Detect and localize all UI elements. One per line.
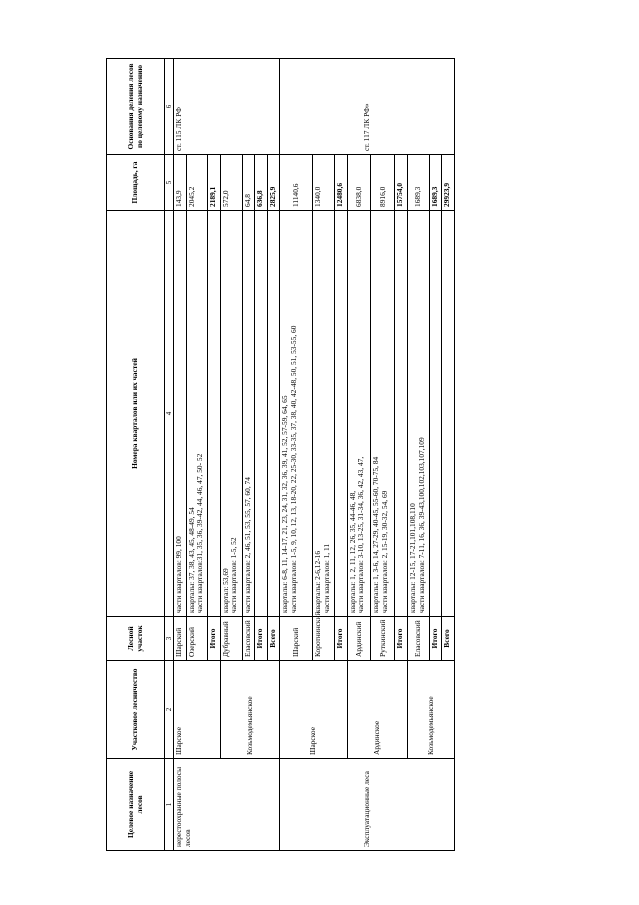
col-num: 1	[165, 759, 174, 851]
subtotal-label: Итого	[395, 617, 408, 661]
area-cell: 1340,0	[313, 155, 335, 211]
area-cell: 636,8	[255, 155, 268, 211]
forest-purpose-table	[106, 58, 455, 851]
forestry-cell: Шарское	[174, 661, 221, 759]
header-forestry: Участковое лесничество	[107, 661, 165, 759]
table-row	[407, 59, 429, 851]
area-cell: 29923,9	[442, 155, 455, 211]
area-cell: 6838,0	[347, 155, 371, 211]
forestry-cell: Козьмодемьянское	[407, 661, 454, 759]
header-quarters: Номера кварталов или их частей	[107, 211, 165, 617]
area-cell: 2189,1	[208, 155, 221, 211]
site-cell: Ардинский	[347, 617, 371, 661]
header-basis: Основания деления лесов по целевому назначению	[107, 59, 165, 155]
basis-cell: ст. 117 ЛК РФ»	[280, 59, 455, 155]
subtotal-label: Итого	[334, 617, 347, 661]
area-cell: 11140,6	[280, 155, 313, 211]
subtotal-label: Итого	[208, 617, 221, 661]
rotated-page	[106, 59, 455, 851]
site-cell: Шарский	[174, 617, 187, 661]
area-cell: 143,9	[174, 155, 187, 211]
area-cell: 15754,0	[395, 155, 408, 211]
site-cell: Дубравный	[220, 617, 242, 661]
area-cell: 572,0	[220, 155, 242, 211]
site-cell: Озерский	[186, 617, 208, 661]
site-cell: Руткинский	[371, 617, 395, 661]
header-row	[107, 59, 165, 851]
quarters-cell: кварталы: 6-8, 11, 14-17, 21, 23, 24, 31, 32, 36, 39, 41, 52, 57-59, 64, 65 части кварталов: 1-5, 9, 10, 12, 13, 18-20, 22, 25-30, 33-35, 37, 38, 40, 42-48, 50, 51, 53-55, 60	[280, 211, 313, 617]
column-number-row	[165, 59, 174, 851]
subtotal-label: Итого	[429, 617, 442, 661]
empty-cell	[429, 211, 442, 617]
quarters-cell: кварталы: 1, 2, 11, 12, 26, 35, 44-46, 48, части кварталов: 3-10, 13-25, 31-34, 36, 42, 43, 47,	[347, 211, 371, 617]
col-num: 5	[165, 155, 174, 211]
site-cell: Еласовский	[242, 617, 255, 661]
empty-cell	[208, 211, 221, 617]
col-num: 2	[165, 661, 174, 759]
forestry-cell: Козьмодемьянское	[220, 661, 279, 759]
empty-cell	[442, 211, 455, 617]
header-purpose: Целевое назначение лесов	[107, 759, 165, 851]
subtotal-label: Итого	[255, 617, 268, 661]
quarters-cell: части кварталов: 99, 100	[174, 211, 187, 617]
empty-cell	[334, 211, 347, 617]
site-cell: Шарский	[280, 617, 313, 661]
quarters-cell: части кварталов: 2, 46, 51, 53, 55, 57, 60, 74	[242, 211, 255, 617]
area-cell: 8916,0	[371, 155, 395, 211]
col-num: 4	[165, 211, 174, 617]
total-label: Всего	[267, 617, 280, 661]
site-cell: Коротнинский	[313, 617, 335, 661]
header-site: Лесной участок	[107, 617, 165, 661]
table-row	[347, 59, 371, 851]
forestry-cell: Ардинское	[347, 661, 407, 759]
quarters-cell: кварталы: 1, 3-6, 14, 27-29, 40-45, 55-60, 70-75, 84 части кварталов: 2, 15-19, 30-32, 54, 69	[371, 211, 395, 617]
quarters-cell: кварталы: 37, 38, 43, 45, 48-49, 54 части кварталов:31, 35, 36, 39-42, 44, 46, 47, 50- 52	[186, 211, 208, 617]
site-cell: Еласовский	[407, 617, 429, 661]
total-label: Всего	[442, 617, 455, 661]
area-cell: 2825,9	[267, 155, 280, 211]
col-num: 6	[165, 59, 174, 155]
header-area: Площадь, га	[107, 155, 165, 211]
forestry-cell: Шарское	[280, 661, 347, 759]
empty-cell	[395, 211, 408, 617]
quarters-cell: кварталы: 12-15, 17-21,101,108,110 части кварталов: 7-11, 16, 36, 39-43,100,102,103,107,109	[407, 211, 429, 617]
purpose-cell: Эксплуатационные леса	[280, 759, 455, 851]
area-cell: 64,8	[242, 155, 255, 211]
purpose-cell: нерестоохранные полосы лесов	[174, 759, 280, 851]
area-cell: 12480,6	[334, 155, 347, 211]
area-cell: 2045,2	[186, 155, 208, 211]
table-row	[220, 59, 242, 851]
table-row	[280, 59, 313, 851]
quarters-cell: кварталы: 2-6,12-16 части кварталов: 1, 11	[313, 211, 335, 617]
empty-cell	[255, 211, 268, 617]
area-cell: 1689,3	[407, 155, 429, 211]
area-cell: 1689,3	[429, 155, 442, 211]
empty-cell	[267, 211, 280, 617]
table-row	[174, 59, 187, 851]
quarters-cell: квартал: 53,69 части кварталов: 1-5, 52	[220, 211, 242, 617]
basis-cell: ст. 115 ЛК РФ	[174, 59, 280, 155]
col-num: 3	[165, 617, 174, 661]
